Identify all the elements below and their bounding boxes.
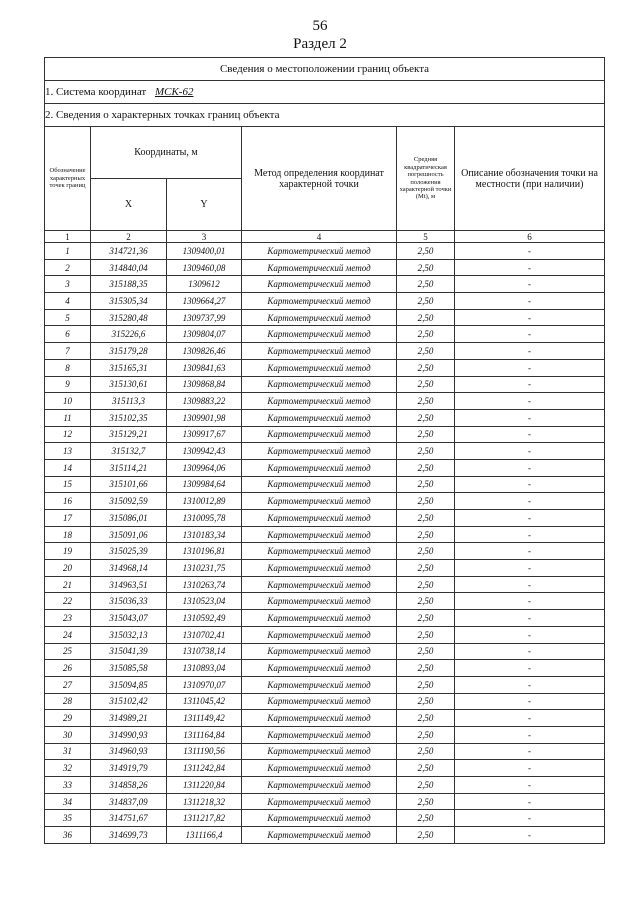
y-coordinate-cell: 1311218,32 (167, 793, 242, 810)
accuracy-cell: 2,50 (397, 359, 455, 376)
description-cell: - (455, 643, 605, 660)
method-cell: Картометрический метод (242, 760, 397, 777)
point-number-cell: 21 (45, 576, 91, 593)
accuracy-cell: 2,50 (397, 560, 455, 577)
point-number-cell: 20 (45, 560, 91, 577)
column-number: 3 (167, 231, 242, 243)
point-number-cell: 31 (45, 743, 91, 760)
description-cell: - (455, 326, 605, 343)
table-row (45, 443, 605, 460)
description-cell: - (455, 409, 605, 426)
accuracy-cell: 2,50 (397, 610, 455, 627)
method-cell: Картометрический метод (242, 526, 397, 543)
y-coordinate-cell: 1309612 (167, 276, 242, 293)
description-cell: - (455, 476, 605, 493)
method-cell: Картометрический метод (242, 510, 397, 527)
table-row (45, 777, 605, 794)
accuracy-cell: 2,50 (397, 526, 455, 543)
col-y: Y (167, 179, 242, 231)
accuracy-cell: 2,50 (397, 676, 455, 693)
point-number-cell: 1 (45, 243, 91, 260)
table-row (45, 610, 605, 627)
accuracy-cell: 2,50 (397, 376, 455, 393)
column-number: 5 (397, 231, 455, 243)
description-cell: - (455, 660, 605, 677)
y-coordinate-cell: 1310012,89 (167, 493, 242, 510)
point-number-cell: 23 (45, 610, 91, 627)
column-number: 4 (242, 231, 397, 243)
accuracy-cell: 2,50 (397, 326, 455, 343)
column-number: 1 (45, 231, 91, 243)
description-cell: - (455, 493, 605, 510)
description-cell: - (455, 760, 605, 777)
description-cell: - (455, 376, 605, 393)
description-cell: - (455, 459, 605, 476)
y-coordinate-cell: 1310231,75 (167, 560, 242, 577)
table-row (45, 359, 605, 376)
method-cell: Картометрический метод (242, 426, 397, 443)
x-coordinate-cell: 314751,67 (91, 810, 167, 827)
description-cell: - (455, 693, 605, 710)
y-coordinate-cell: 1311190,56 (167, 743, 242, 760)
description-cell: - (455, 626, 605, 643)
x-coordinate-cell: 315102,35 (91, 409, 167, 426)
table-row (45, 643, 605, 660)
accuracy-cell: 2,50 (397, 777, 455, 794)
y-coordinate-cell: 1310970,07 (167, 676, 242, 693)
x-coordinate-cell: 315086,01 (91, 510, 167, 527)
description-cell: - (455, 293, 605, 310)
method-cell: Картометрический метод (242, 543, 397, 560)
accuracy-cell: 2,50 (397, 693, 455, 710)
section-title: Раздел 2 (293, 36, 347, 52)
table-row (45, 376, 605, 393)
method-cell: Картометрический метод (242, 326, 397, 343)
point-number-cell: 15 (45, 476, 91, 493)
table-row (45, 276, 605, 293)
x-coordinate-cell: 315043,07 (91, 610, 167, 627)
table-row (45, 593, 605, 610)
accuracy-cell: 2,50 (397, 243, 455, 260)
table-row (45, 676, 605, 693)
accuracy-cell: 2,50 (397, 643, 455, 660)
method-cell: Картометрический метод (242, 710, 397, 727)
y-coordinate-cell: 1309964,06 (167, 459, 242, 476)
method-cell: Картометрический метод (242, 793, 397, 810)
coord-system-value: МСК-62 (154, 86, 194, 98)
method-cell: Картометрический метод (242, 726, 397, 743)
accuracy-cell: 2,50 (397, 476, 455, 493)
x-coordinate-cell: 315129,21 (91, 426, 167, 443)
y-coordinate-cell: 1311149,42 (167, 710, 242, 727)
method-cell: Картометрический метод (242, 610, 397, 627)
point-number-cell: 10 (45, 393, 91, 410)
y-coordinate-cell: 1311164,84 (167, 726, 242, 743)
x-coordinate-cell: 314721,36 (91, 243, 167, 260)
y-coordinate-cell: 1309737,99 (167, 309, 242, 326)
page-number: 56 (312, 18, 328, 34)
table-row (45, 526, 605, 543)
description-cell: - (455, 526, 605, 543)
y-coordinate-cell: 1311045,42 (167, 693, 242, 710)
y-coordinate-cell: 1310196,81 (167, 543, 242, 560)
description-cell: - (455, 259, 605, 276)
description-cell: - (455, 793, 605, 810)
method-cell: Картометрический метод (242, 376, 397, 393)
y-coordinate-cell: 1311166,4 (167, 827, 242, 844)
table-row (45, 243, 605, 260)
description-cell: - (455, 726, 605, 743)
y-coordinate-cell: 1309917,67 (167, 426, 242, 443)
column-number: 2 (91, 231, 167, 243)
y-coordinate-cell: 1309400,01 (167, 243, 242, 260)
point-number-cell: 25 (45, 643, 91, 660)
point-number-cell: 7 (45, 343, 91, 360)
x-coordinate-cell: 315179,28 (91, 343, 167, 360)
x-coordinate-cell: 314919,79 (91, 760, 167, 777)
accuracy-cell: 2,50 (397, 827, 455, 844)
table-row (45, 459, 605, 476)
point-number-cell: 22 (45, 593, 91, 610)
y-coordinate-cell: 1311242,84 (167, 760, 242, 777)
table-row (45, 293, 605, 310)
method-cell: Картометрический метод (242, 276, 397, 293)
description-cell: - (455, 810, 605, 827)
y-coordinate-cell: 1310738,14 (167, 643, 242, 660)
x-coordinate-cell: 315025,39 (91, 543, 167, 560)
y-coordinate-cell: 1310095,78 (167, 510, 242, 527)
accuracy-cell: 2,50 (397, 543, 455, 560)
accuracy-cell: 2,50 (397, 593, 455, 610)
y-coordinate-cell: 1309841,63 (167, 359, 242, 376)
point-number-cell: 18 (45, 526, 91, 543)
accuracy-cell: 2,50 (397, 810, 455, 827)
point-number-cell: 36 (45, 827, 91, 844)
y-coordinate-cell: 1310592,49 (167, 610, 242, 627)
point-number-cell: 24 (45, 626, 91, 643)
x-coordinate-cell: 315102,42 (91, 693, 167, 710)
coord-system-label: 1. Система координат (45, 86, 147, 98)
method-cell: Картометрический метод (242, 243, 397, 260)
table-row (45, 710, 605, 727)
method-cell: Картометрический метод (242, 643, 397, 660)
x-coordinate-cell: 314858,26 (91, 777, 167, 794)
table-row (45, 426, 605, 443)
y-coordinate-cell: 1310702,41 (167, 626, 242, 643)
x-coordinate-cell: 315113,3 (91, 393, 167, 410)
accuracy-cell: 2,50 (397, 626, 455, 643)
point-number-cell: 8 (45, 359, 91, 376)
method-cell: Картометрический метод (242, 309, 397, 326)
accuracy-cell: 2,50 (397, 793, 455, 810)
method-cell: Картометрический метод (242, 676, 397, 693)
method-cell: Картометрический метод (242, 459, 397, 476)
accuracy-cell: 2,50 (397, 760, 455, 777)
y-coordinate-cell: 1310183,34 (167, 526, 242, 543)
point-number-cell: 11 (45, 409, 91, 426)
point-number-cell: 34 (45, 793, 91, 810)
x-coordinate-cell: 315226,6 (91, 326, 167, 343)
y-coordinate-cell: 1310523,04 (167, 593, 242, 610)
accuracy-cell: 2,50 (397, 276, 455, 293)
accuracy-cell: 2,50 (397, 660, 455, 677)
point-number-cell: 30 (45, 726, 91, 743)
table-row (45, 326, 605, 343)
accuracy-cell: 2,50 (397, 493, 455, 510)
y-coordinate-cell: 1309942,43 (167, 443, 242, 460)
point-number-cell: 13 (45, 443, 91, 460)
description-cell: - (455, 243, 605, 260)
method-cell: Картометрический метод (242, 810, 397, 827)
table-row (45, 309, 605, 326)
point-number-cell: 5 (45, 309, 91, 326)
description-cell: - (455, 393, 605, 410)
description-cell: - (455, 610, 605, 627)
table-row (45, 576, 605, 593)
y-coordinate-cell: 1309901,98 (167, 409, 242, 426)
method-cell: Картометрический метод (242, 259, 397, 276)
description-cell: - (455, 560, 605, 577)
point-number-cell: 14 (45, 459, 91, 476)
y-coordinate-cell: 1309460,08 (167, 259, 242, 276)
point-number-cell: 6 (45, 326, 91, 343)
description-cell: - (455, 743, 605, 760)
method-cell: Картометрический метод (242, 827, 397, 844)
y-coordinate-cell: 1309664,27 (167, 293, 242, 310)
y-coordinate-cell: 1310263,74 (167, 576, 242, 593)
x-coordinate-cell: 315094,85 (91, 676, 167, 693)
table-row (45, 543, 605, 560)
method-cell: Картометрический метод (242, 393, 397, 410)
x-coordinate-cell: 315132,7 (91, 443, 167, 460)
accuracy-cell: 2,50 (397, 743, 455, 760)
description-cell: - (455, 593, 605, 610)
table-row (45, 409, 605, 426)
accuracy-cell: 2,50 (397, 309, 455, 326)
method-cell: Картометрический метод (242, 293, 397, 310)
table-row (45, 660, 605, 677)
method-cell: Картометрический метод (242, 409, 397, 426)
x-coordinate-cell: 315130,61 (91, 376, 167, 393)
accuracy-cell: 2,50 (397, 576, 455, 593)
y-coordinate-cell: 1309883,22 (167, 393, 242, 410)
x-coordinate-cell: 315188,35 (91, 276, 167, 293)
x-coordinate-cell: 315032,13 (91, 626, 167, 643)
description-cell: - (455, 543, 605, 560)
y-coordinate-cell: 1309826,46 (167, 343, 242, 360)
x-coordinate-cell: 314990,93 (91, 726, 167, 743)
method-cell: Картометрический метод (242, 743, 397, 760)
table-row (45, 343, 605, 360)
col-method: Метод определения координат характерной точки (242, 127, 397, 231)
x-coordinate-cell: 315085,58 (91, 660, 167, 677)
y-coordinate-cell: 1309868,84 (167, 376, 242, 393)
col-coordinates: Координаты, м (91, 127, 242, 179)
point-number-cell: 9 (45, 376, 91, 393)
table-title: Сведения о местоположении границ объекта (45, 58, 605, 81)
x-coordinate-cell: 315305,34 (91, 293, 167, 310)
x-coordinate-cell: 315165,31 (91, 359, 167, 376)
description-cell: - (455, 710, 605, 727)
x-coordinate-cell: 314699,73 (91, 827, 167, 844)
description-cell: - (455, 576, 605, 593)
table-row (45, 827, 605, 844)
description-cell: - (455, 426, 605, 443)
points-heading: 2. Сведения о характерных точках границ объекта (45, 104, 605, 127)
table-row (45, 810, 605, 827)
description-cell: - (455, 309, 605, 326)
col-x: X (91, 179, 167, 231)
table-row (45, 560, 605, 577)
accuracy-cell: 2,50 (397, 293, 455, 310)
boundary-table (44, 57, 605, 844)
x-coordinate-cell: 314960,93 (91, 743, 167, 760)
table-row (45, 476, 605, 493)
col-point-name: Обозначение характерных точек границ (45, 127, 91, 231)
description-cell: - (455, 443, 605, 460)
point-number-cell: 16 (45, 493, 91, 510)
point-number-cell: 32 (45, 760, 91, 777)
x-coordinate-cell: 315092,59 (91, 493, 167, 510)
accuracy-cell: 2,50 (397, 393, 455, 410)
x-coordinate-cell: 315091,06 (91, 526, 167, 543)
coord-system-row (45, 81, 605, 104)
point-number-cell: 28 (45, 693, 91, 710)
accuracy-cell: 2,50 (397, 343, 455, 360)
method-cell: Картометрический метод (242, 593, 397, 610)
description-cell: - (455, 510, 605, 527)
point-number-cell: 27 (45, 676, 91, 693)
method-cell: Картометрический метод (242, 476, 397, 493)
x-coordinate-cell: 314963,51 (91, 576, 167, 593)
accuracy-cell: 2,50 (397, 443, 455, 460)
description-cell: - (455, 827, 605, 844)
column-number: 6 (455, 231, 605, 243)
y-coordinate-cell: 1311217,82 (167, 810, 242, 827)
point-number-cell: 2 (45, 259, 91, 276)
method-cell: Картометрический метод (242, 693, 397, 710)
point-number-cell: 3 (45, 276, 91, 293)
x-coordinate-cell: 315101,66 (91, 476, 167, 493)
point-number-cell: 26 (45, 660, 91, 677)
x-coordinate-cell: 315036,33 (91, 593, 167, 610)
description-cell: - (455, 276, 605, 293)
table-row (45, 259, 605, 276)
method-cell: Картометрический метод (242, 343, 397, 360)
method-cell: Картометрический метод (242, 493, 397, 510)
table-row (45, 693, 605, 710)
method-cell: Картометрический метод (242, 576, 397, 593)
method-cell: Картометрический метод (242, 359, 397, 376)
y-coordinate-cell: 1309804,07 (167, 326, 242, 343)
col-accuracy: Средняя квадратическая погрешность положения характерной точки (Mt), м (397, 127, 455, 231)
accuracy-cell: 2,50 (397, 510, 455, 527)
table-row (45, 793, 605, 810)
table-row (45, 393, 605, 410)
method-cell: Картометрический метод (242, 560, 397, 577)
point-number-cell: 29 (45, 710, 91, 727)
description-cell: - (455, 343, 605, 360)
point-number-cell: 33 (45, 777, 91, 794)
description-cell: - (455, 676, 605, 693)
accuracy-cell: 2,50 (397, 710, 455, 727)
x-coordinate-cell: 315280,48 (91, 309, 167, 326)
accuracy-cell: 2,50 (397, 426, 455, 443)
table-row (45, 626, 605, 643)
table-row (45, 510, 605, 527)
point-number-cell: 19 (45, 543, 91, 560)
x-coordinate-cell: 315114,21 (91, 459, 167, 476)
point-number-cell: 12 (45, 426, 91, 443)
accuracy-cell: 2,50 (397, 459, 455, 476)
x-coordinate-cell: 314968,14 (91, 560, 167, 577)
x-coordinate-cell: 314837,09 (91, 793, 167, 810)
description-cell: - (455, 359, 605, 376)
x-coordinate-cell: 314989,21 (91, 710, 167, 727)
method-cell: Картометрический метод (242, 443, 397, 460)
point-number-cell: 4 (45, 293, 91, 310)
y-coordinate-cell: 1311220,84 (167, 777, 242, 794)
method-cell: Картометрический метод (242, 626, 397, 643)
accuracy-cell: 2,50 (397, 726, 455, 743)
y-coordinate-cell: 1309984,64 (167, 476, 242, 493)
point-number-cell: 17 (45, 510, 91, 527)
table-row (45, 760, 605, 777)
method-cell: Картометрический метод (242, 777, 397, 794)
table-row (45, 726, 605, 743)
table-row (45, 493, 605, 510)
x-coordinate-cell: 315041,39 (91, 643, 167, 660)
x-coordinate-cell: 314840,04 (91, 259, 167, 276)
col-description: Описание обозначения точки на местности (при наличии) (455, 127, 605, 231)
y-coordinate-cell: 1310893,04 (167, 660, 242, 677)
description-cell: - (455, 777, 605, 794)
accuracy-cell: 2,50 (397, 409, 455, 426)
method-cell: Картометрический метод (242, 660, 397, 677)
column-numbers-row (45, 231, 605, 243)
table-row (45, 743, 605, 760)
accuracy-cell: 2,50 (397, 259, 455, 276)
point-number-cell: 35 (45, 810, 91, 827)
